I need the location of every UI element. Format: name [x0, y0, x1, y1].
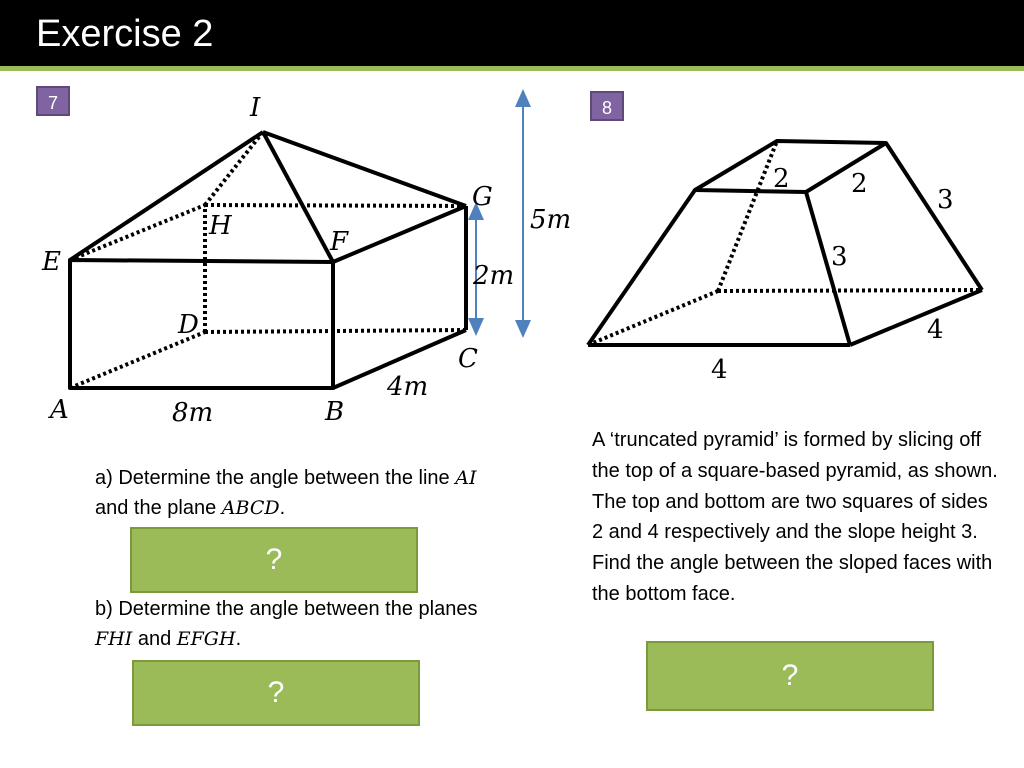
part-a-var2: ABCD	[221, 497, 280, 519]
front-face-ABFE	[70, 260, 333, 388]
question-number-7: 7	[36, 86, 70, 116]
edge-I-F	[263, 132, 333, 262]
edge-F-G	[333, 206, 466, 262]
label-length-5m: 5m	[530, 205, 572, 235]
hidden-edge-H-G	[205, 205, 466, 206]
label-vertex-D: D	[178, 310, 199, 340]
label-bottom-right: 4	[927, 315, 944, 345]
label-top-front: 2	[773, 164, 790, 194]
label-slope-front: 3	[831, 242, 848, 272]
part-a-suffix: .	[279, 497, 286, 519]
hidden-edge-A-D	[70, 332, 205, 388]
part-b-suffix: .	[235, 628, 242, 650]
label-vertex-F: F	[330, 227, 349, 257]
hidden-edge-bottom-back	[718, 290, 982, 291]
part-b-var1: FHI	[95, 628, 133, 650]
answer-box-b[interactable]: ?	[132, 660, 420, 726]
part-b-prefix: b) Determine the angle between the planes	[95, 598, 478, 620]
part-a-var1: AI	[455, 467, 477, 489]
label-bottom-front: 4	[711, 355, 728, 385]
label-top-right: 2	[851, 169, 868, 199]
hidden-edge-H-I	[205, 132, 263, 205]
edge-slope-left	[588, 190, 695, 345]
part-a-middle: and the plane	[95, 497, 222, 519]
question7-part-a	[95, 463, 495, 523]
label-vertex-I: I	[250, 93, 261, 123]
part-a-prefix: a) Determine the angle between the line	[95, 467, 456, 489]
label-vertex-A: A	[50, 395, 69, 425]
label-vertex-G: G	[472, 182, 493, 212]
label-length-8m: 8m	[172, 398, 214, 428]
label-vertex-B: B	[325, 397, 345, 427]
part-b-middle: and	[132, 628, 177, 650]
hidden-edge-D-C	[205, 330, 466, 332]
question8-text: A ‘truncated pyramid’ is formed by slicing off the top of a square-based pyramid, as shown. The top and bottom are two squares of sides 2 and 4 respectively and the slope height 3. Find the angle between the sloped faces with the bottom face.	[592, 429, 998, 605]
label-length-2m: 2m	[473, 261, 515, 291]
label-vertex-H: H	[209, 211, 232, 241]
edge-bottom-right	[850, 290, 982, 345]
label-vertex-C: C	[458, 344, 478, 374]
part-b-var2: EFGH	[176, 628, 236, 650]
edge-E-I	[70, 132, 263, 260]
edge-slope-right	[886, 143, 982, 290]
question7-part-b	[95, 594, 495, 654]
hidden-edge-slope-back	[718, 141, 777, 291]
slide-title: Exercise 2	[36, 13, 214, 55]
edge-I-G	[263, 132, 466, 206]
label-slope-right: 3	[937, 185, 954, 215]
label-vertex-E: E	[42, 247, 61, 277]
question-number-8: 8	[590, 91, 624, 121]
answer-box-8[interactable]: ?	[646, 641, 934, 711]
label-length-4m: 4m	[387, 372, 429, 402]
answer-box-a[interactable]: ?	[130, 527, 418, 593]
